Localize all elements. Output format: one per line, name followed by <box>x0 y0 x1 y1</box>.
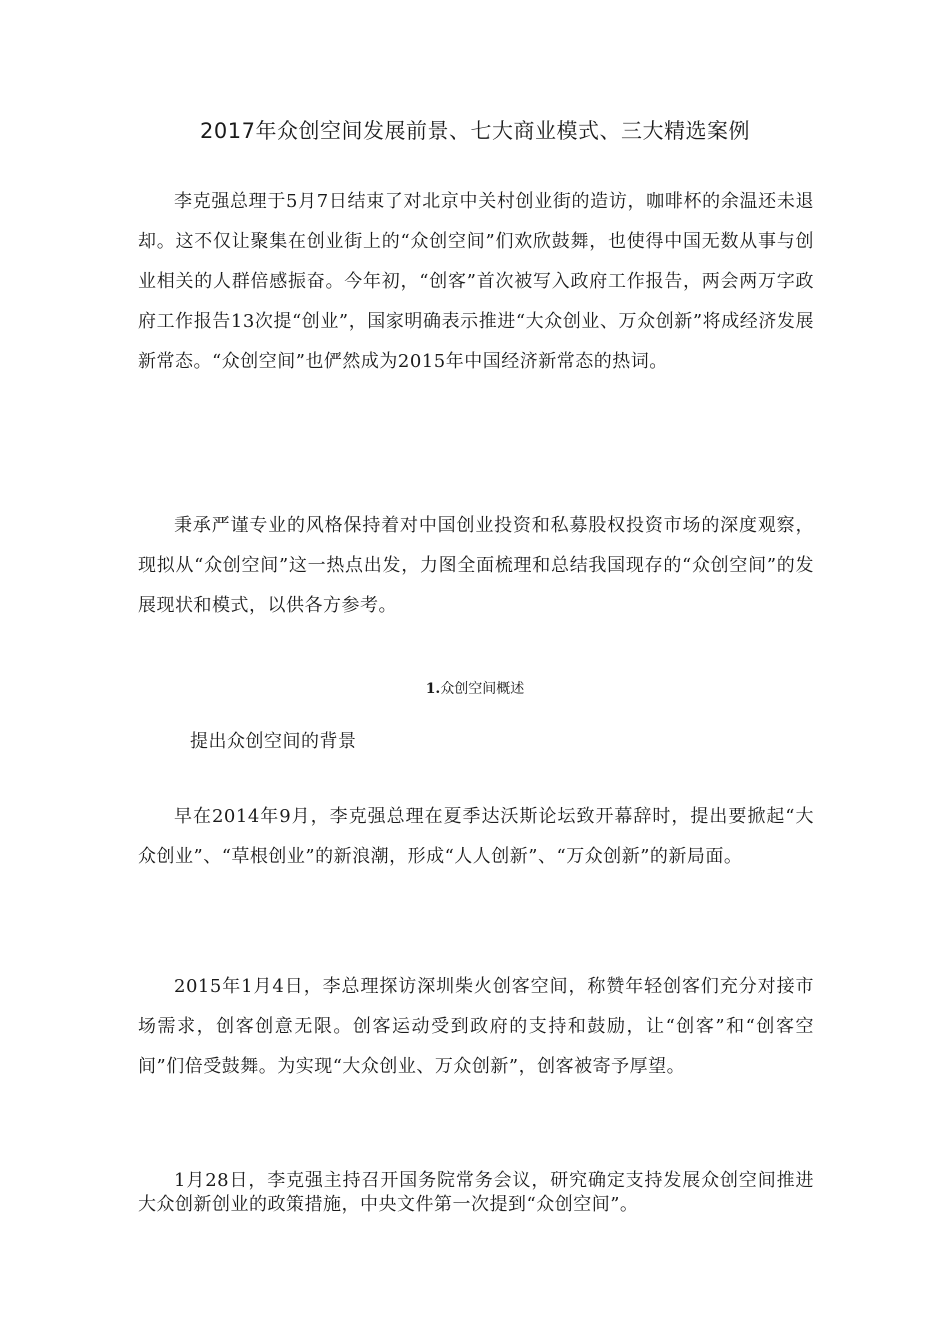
subheading: 提出众创空间的背景 <box>190 731 357 752</box>
document-title: 2017年众创空间发展前景、七大商业模式、三大精选案例 <box>200 119 750 143</box>
intro-paragraph-1: 李克强总理于5月7日结束了对北京中关村创业街的造访，咖啡杯的余温还未退却。这不仅让聚集在创业街上的“众创空间”们欢欣鼓舞，也使得中国无数从事与创业相关的人群倍感振奋。今年初，“创客”首次被写入政府工作报告，两会两万字政府工作报告13次提“创业”，国家明确表示推进“大众创业、万众创新”将成经济发展新常态。“众创空间”也俨然成为2015年中国经济新常态的热词。 <box>138 191 814 372</box>
section-paragraph-2: 2015年1月4日，李总理探访深圳柴火创客空间，称赞年轻创客们充分对接市场需求，创客创意无限。创客运动受到政府的支持和鼓励，让“创客”和“创客空间”们倍受鼓舞。为实现“大众创业、万众创新”，创客被寄予厚望。 <box>138 976 814 1077</box>
section-heading <box>0 678 950 700</box>
section-paragraph-1: 早在2014年9月，李克强总理在夏季达沃斯论坛致开幕辞时，提出要掀起“大众创业”、“草根创业”的新浪潮，形成“人人创新”、“万众创新”的新局面。 <box>138 806 814 867</box>
section-number: 1. <box>425 681 441 697</box>
section-paragraph-3: 1月28日，李克强主持召开国务院常务会议，研究确定支持发展众创空间推进大众创新创业的政策措施，中央文件第一次提到“众创空间”。 <box>138 1170 814 1215</box>
section-label: 众创空间概述 <box>440 681 525 697</box>
intro-paragraph-2: 秉承严谨专业的风格保持着对中国创业投资和私募股权投资市场的深度观察，现拟从“众创空间”这一热点出发，力图全面梳理和总结我国现存的“众创空间”的发展现状和模式，以供各方参考。 <box>138 515 814 616</box>
